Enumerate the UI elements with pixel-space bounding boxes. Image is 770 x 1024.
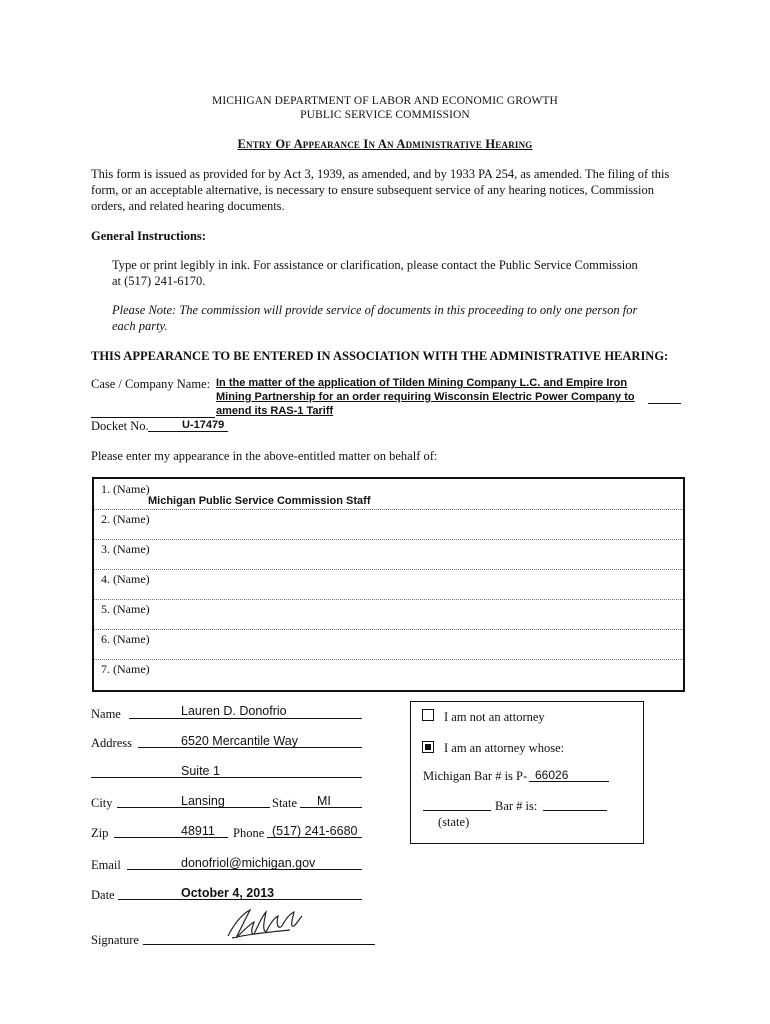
name-label: 5. (Name) xyxy=(101,602,150,616)
case-line-2: Mining Partnership for an order requiring Wisconsin Electric Power Company to xyxy=(216,391,635,403)
other-bar-label: Bar # is: xyxy=(495,799,538,813)
is-attorney-label: I am an attorney whose: xyxy=(444,741,565,755)
name-label: 7. (Name) xyxy=(101,662,150,676)
case-label: Case / Company Name: xyxy=(91,377,211,391)
department-header: MICHIGAN DEPARTMENT OF LABOR AND ECONOMIC GROWTH xyxy=(212,95,558,107)
is-attorney-checkbox[interactable] xyxy=(422,741,434,753)
case-line-2-underline xyxy=(648,403,681,404)
email-field[interactable]: donofriol@michigan.gov xyxy=(181,856,316,870)
zip-field-label: Zip xyxy=(91,826,109,840)
docket-label: Docket No. xyxy=(91,419,149,433)
name-label: 1. (Name) xyxy=(101,482,150,496)
bar-number-label: Michigan Bar # is P- xyxy=(423,769,528,783)
name-value: Michigan Public Service Commission Staff xyxy=(148,495,371,507)
behalf-text: Please enter my appearance in the above-entitled matter on behalf of: xyxy=(91,449,438,463)
address2-field-line xyxy=(91,777,362,778)
name-row-2[interactable] xyxy=(94,509,683,540)
note-line: each party. xyxy=(112,319,168,333)
email-field-label: Email xyxy=(91,858,121,872)
address2-field[interactable]: Suite 1 xyxy=(181,764,220,778)
name-row-5[interactable] xyxy=(94,599,683,630)
city-field-label: City xyxy=(91,796,113,810)
zip-field[interactable]: 48911 xyxy=(181,824,215,838)
other-state-line xyxy=(423,810,491,811)
case-line-1: In the matter of the application of Tilden Mining Company L.C. and Empire Iron xyxy=(216,377,628,389)
date-field[interactable]: October 4, 2013 xyxy=(181,886,275,900)
instruction-line: Type or print legibly in ink. For assistance or clarification, please contact the Public Service Commission xyxy=(112,258,638,272)
name-row-6[interactable] xyxy=(94,629,683,660)
signature-field-line xyxy=(143,944,375,945)
names-box xyxy=(92,477,685,692)
intro-text xyxy=(91,166,691,214)
address-field-label: Address xyxy=(91,736,132,750)
not-attorney-label: I am not an attorney xyxy=(444,710,545,724)
name-row-3[interactable] xyxy=(94,539,683,570)
instruction-line: at (517) 241-6170. xyxy=(112,274,206,288)
name-label: 2. (Name) xyxy=(101,512,150,526)
intro-line: form, or an acceptable alternative, is necessary to ensure subsequent service of any hearing notices, Commission xyxy=(91,183,655,197)
instructions-text xyxy=(112,257,692,289)
note-line: Please Note: The commission will provide service of documents in this proceeding to only one person for xyxy=(112,303,638,317)
phone-field-label: Phone xyxy=(233,826,265,840)
name-label: 4. (Name) xyxy=(101,572,150,586)
state-field[interactable]: MI xyxy=(317,794,331,808)
name-label: 6. (Name) xyxy=(101,632,150,646)
bar-number-field[interactable]: 66026 xyxy=(535,768,569,782)
docket-underline xyxy=(148,431,228,432)
docket-value: U-17479 xyxy=(182,419,225,431)
city-field[interactable]: Lansing xyxy=(181,794,225,808)
general-instructions-heading: General Instructions: xyxy=(91,229,206,243)
name-field-line xyxy=(129,718,362,719)
name-row-1[interactable] xyxy=(94,479,683,510)
state-field-label: State xyxy=(272,796,297,810)
signature-field-label: Signature xyxy=(91,933,139,947)
attorney-box xyxy=(410,701,644,844)
state-field-line xyxy=(300,807,362,808)
signature-image xyxy=(220,904,310,944)
date-field-label: Date xyxy=(91,888,115,902)
intro-line: This form is issued as provided for by Act 3, 1939, as amended, and by 1933 PA 254, as amended. The filing of this xyxy=(91,167,670,181)
name-field-label: Name xyxy=(91,707,121,721)
form-title: Entry Of Appearance In An Administrative Hearing xyxy=(237,137,533,151)
case-line-3: amend its RAS-1 Tariff xyxy=(216,405,334,417)
state-note: (state) xyxy=(438,815,470,829)
name-row-7[interactable] xyxy=(94,659,683,689)
please-note xyxy=(112,302,692,334)
address-field[interactable]: 6520 Mercantile Way xyxy=(181,734,298,748)
commission-header: PUBLIC SERVICE COMMISSION xyxy=(300,109,470,121)
phone-field[interactable]: (517) 241-6680 xyxy=(272,824,358,838)
association-heading: THIS APPEARANCE TO BE ENTERED IN ASSOCIATION WITH THE ADMINISTRATIVE HEARING: xyxy=(91,349,669,363)
other-bar-line xyxy=(543,810,607,811)
name-label: 3. (Name) xyxy=(101,542,150,556)
intro-line: orders, and related hearing documents. xyxy=(91,199,285,213)
name-row-4[interactable] xyxy=(94,569,683,600)
not-attorney-checkbox[interactable] xyxy=(422,709,434,721)
name-field[interactable]: Lauren D. Donofrio xyxy=(181,704,287,718)
